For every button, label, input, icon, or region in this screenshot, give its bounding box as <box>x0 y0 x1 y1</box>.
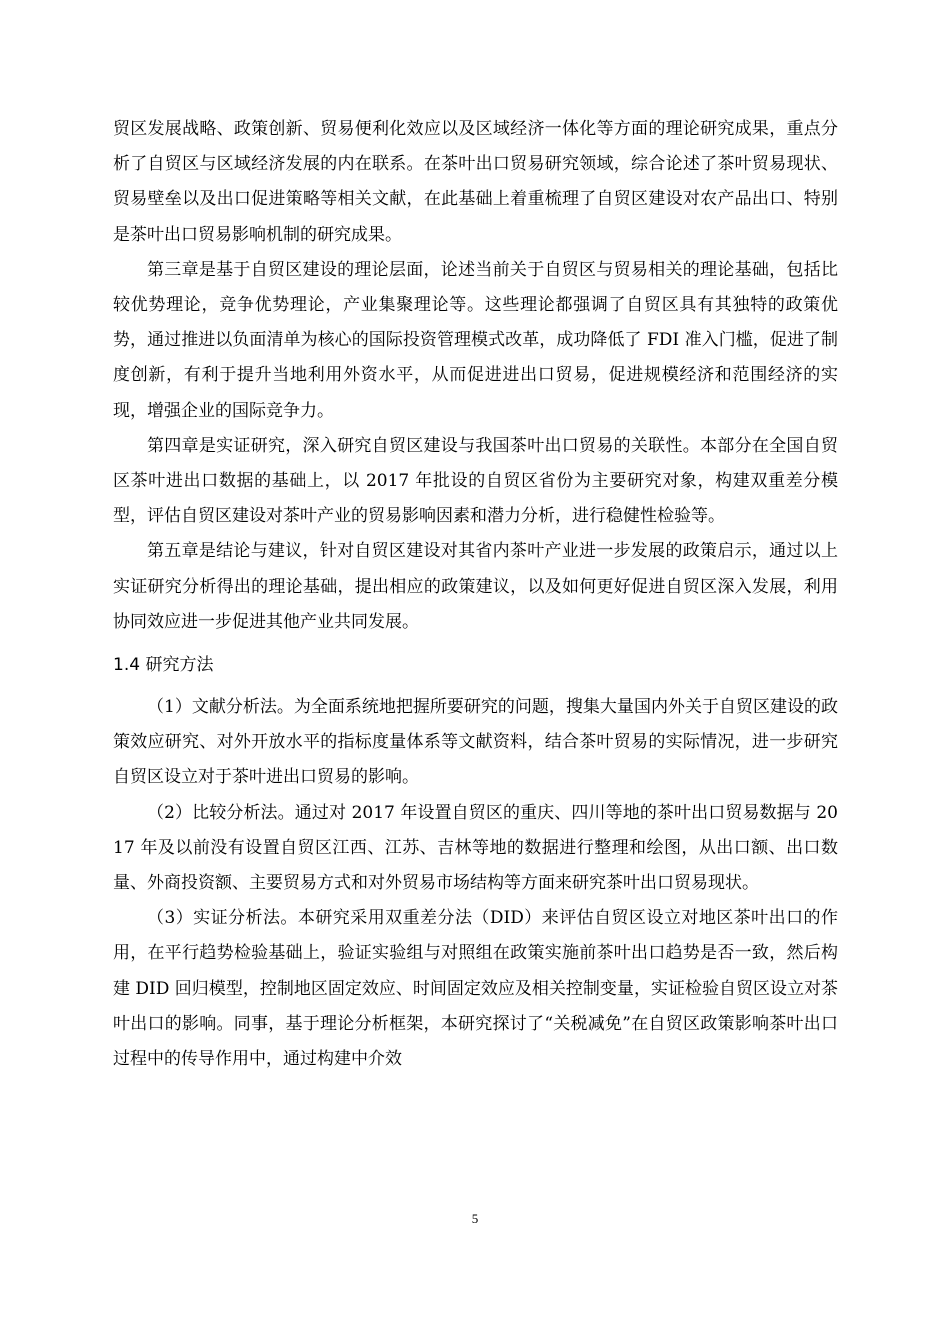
paragraph-chapter-3: 第三章是基于自贸区建设的理论层面，论述当前关于自贸区与贸易相关的理论基础，包括比较优势理论，竞争优势理论，产业集聚理论等。这些理论都强调了自贸区具有其独特的政策优势，通过推进以负面清单为核心的国际投资管理模式改革，成功降低了 FDI 准入门槛，促进了制度创新，有利于提升当地利用外资水平，从而促进进出口贸易，促进规模经济和范围经济的实现，增强企业的国际竞争力。 <box>113 259 838 421</box>
paragraph-method-literature: （1）文献分析法。为全面系统地把握所要研究的问题，搜集大量国内外关于自贸区建设的政策效应研究、对外开放水平的指标度量体系等文献资料，结合茶叶贸易的实际情况，进一步研究自贸区设立对于茶叶进出口贸易的影响。 <box>113 697 838 788</box>
paragraph-continued: 贸区发展战略、政策创新、贸易便利化效应以及区域经济一体化等方面的理论研究成果，重点分析了自贸区与区域经济发展的内在联系。在茶叶出口贸易研究领域，综合论述了茶叶贸易现状、贸易壁垒以及出口促进策略等相关文献，在此基础上着重梳理了自贸区建设对农产品出口、特别是茶叶出口贸易影响机制的研究成果。 <box>113 119 838 245</box>
paragraph-chapter-5: 第五章是结论与建议，针对自贸区建设对其省内茶叶产业进一步发展的政策启示，通过以上实证研究分析得出的理论基础，提出相应的政策建议，以及如何更好促进自贸区深入发展，利用协同效应进一步促进其他产业共同发展。 <box>113 541 838 632</box>
paragraph-method-empirical: （3）实证分析法。本研究采用双重差分法（DID）来评估自贸区设立对地区茶叶出口的作用，在平行趋势检验基础上，验证实验组与对照组在政策实施前茶叶出口趋势是否一致，然后构建 DID 回归模型，控制地区固定效应、时间固定效应及相关控制变量，实证检验自贸区设立对茶叶出口的影响。同事，基于理论分析框架，本研究探讨了“关税减免”在自贸区政策影响茶叶出口过程中的传导作用中，通过构建中介效 <box>113 908 838 1070</box>
page-number: 5 <box>471 1211 479 1226</box>
paragraph-method-comparative: （2）比较分析法。通过对 2017 年设置自贸区的重庆、四川等地的茶叶出口贸易数据与 2017 年及以前没有设置自贸区江西、江苏、吉林等地的数据进行整理和绘图，从出口额、出口数量、外商投资额、主要贸易方式和对外贸易市场结构等方面来研究茶叶出口贸易现状。 <box>113 802 838 894</box>
section-heading-research-methods: 1.4 研究方法 <box>113 655 214 676</box>
paragraph-chapter-4: 第四章是实证研究，深入研究自贸区建设与我国茶叶出口贸易的关联性。本部分在全国自贸区茶叶进出口数据的基础上，以 2017 年批设的自贸区省份为主要研究对象，构建双重差分模型，评估自贸区建设对茶叶产业的贸易影响因素和潜力分析，进行稳健性检验等。 <box>113 435 838 527</box>
page-body <box>113 112 838 1077</box>
